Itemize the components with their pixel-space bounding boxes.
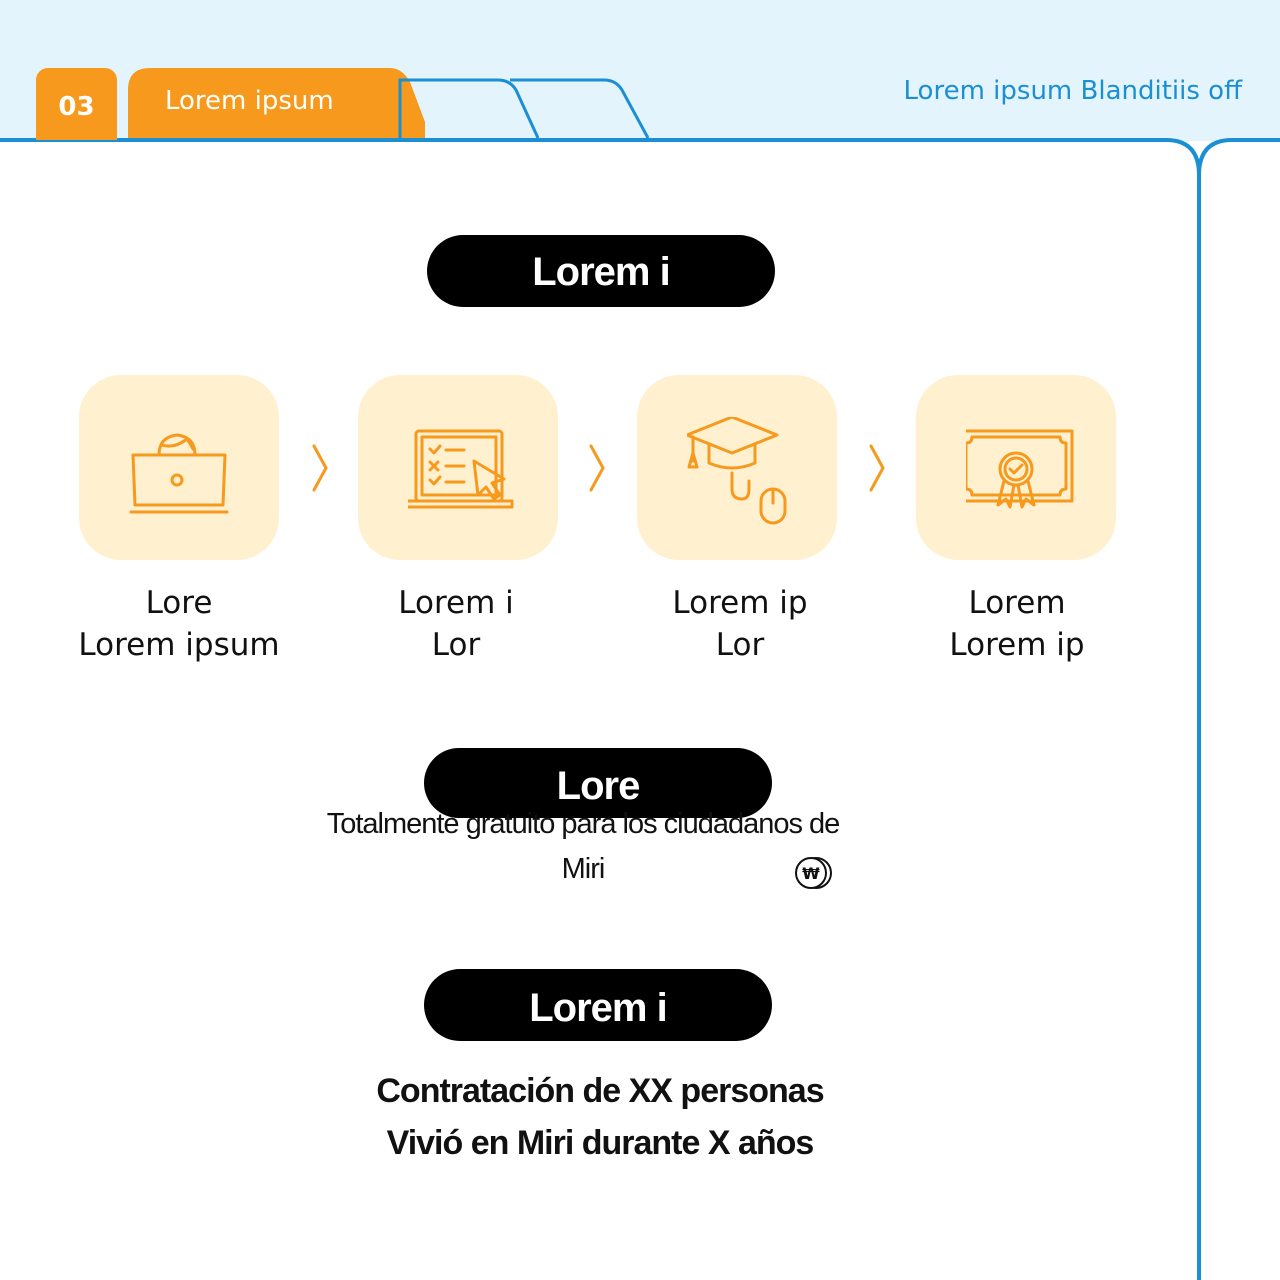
chevron-right-icon <box>310 444 330 492</box>
chevron-right-icon <box>867 444 887 492</box>
svg-text:₩: ₩ <box>802 864 820 883</box>
checklist-laptop-icon <box>408 417 518 517</box>
section-number-badge: 03 <box>36 68 117 140</box>
section-tab-title[interactable]: Lorem ipsum <box>165 86 334 116</box>
step-2-label: Lorem i Lor <box>398 585 514 663</box>
laptop-user-icon <box>129 417 229 517</box>
graduation-mouse-icon <box>687 417 797 527</box>
step-3-tile <box>637 375 837 560</box>
won-coin-icon <box>794 855 832 891</box>
cost-title-pill: Lore <box>424 748 772 818</box>
chevron-right-icon <box>587 444 607 492</box>
requirements-title-pill: Lorem i <box>424 969 772 1041</box>
process-title-pill: Lorem i <box>427 235 775 307</box>
requirements-line1: Contratación de XX personas <box>376 1072 824 1110</box>
step-4-label: Lorem Lorem ip <box>949 585 1085 663</box>
step-3-label: Lorem ip Lor <box>672 585 808 663</box>
step-1-label: Lore Lorem ipsum <box>78 585 280 663</box>
step-1-tile <box>79 375 279 560</box>
certificate-icon <box>966 417 1086 517</box>
inactive-tab-2 <box>510 80 648 138</box>
cost-text-line2: Miri <box>561 853 605 885</box>
step-2-tile <box>358 375 558 560</box>
cost-text-line1: Totalmente gratuito para los ciudadanos de <box>326 808 840 840</box>
requirements-line2: Vivió en Miri durante X años <box>386 1124 814 1162</box>
step-4-tile <box>916 375 1116 560</box>
header-right-text: Lorem ipsum Blanditiis off <box>903 76 1242 106</box>
